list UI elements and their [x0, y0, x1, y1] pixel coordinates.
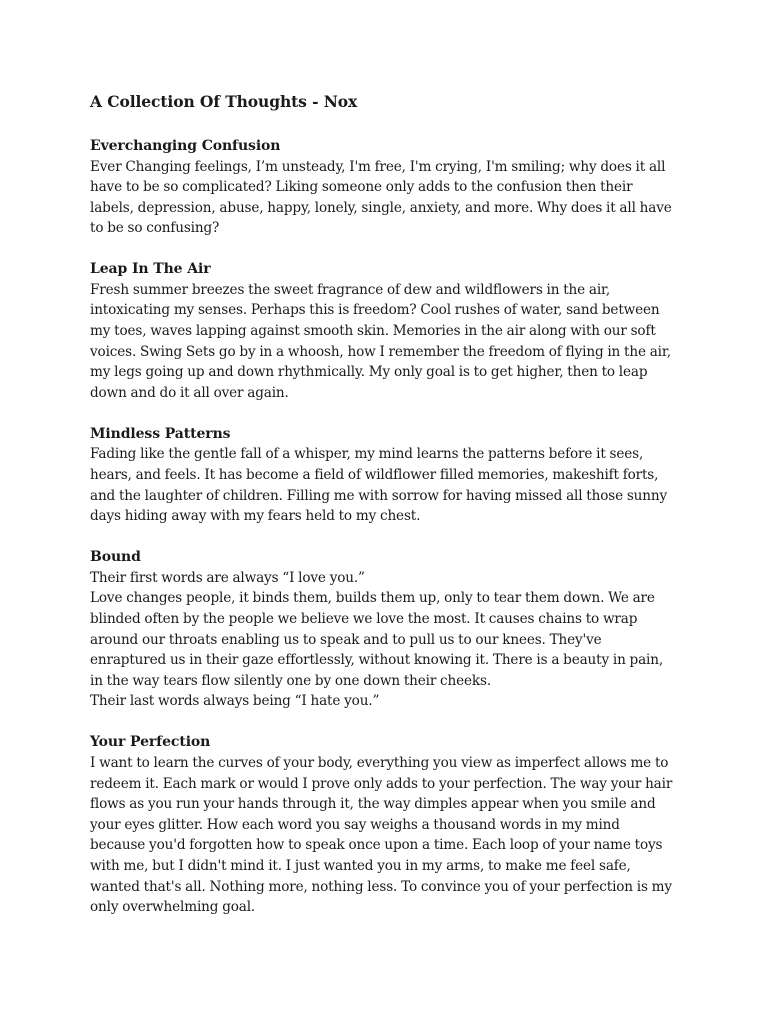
section-body	[90, 568, 678, 712]
section-bound	[90, 547, 678, 712]
section-body	[90, 280, 678, 404]
document-page	[90, 90, 678, 938]
section-heading: Everchanging Confusion	[90, 138, 281, 154]
section-leap-in-the-air	[90, 259, 678, 403]
paragraph: Love changes people, it binds them, builds them up, only to tear them down. We are blinded often by the people we believe we love the most. It causes chains to wrap around our throats enabling us to speak and to pull us to our knees. They've enraptured us in their gaze effortlessly, without knowing it. There is a beauty in pain, in the way tears flow silently one by one down their cheeks.	[90, 590, 664, 689]
section-body	[90, 753, 678, 918]
section-heading: Your Perfection	[90, 734, 211, 751]
section-everchanging-confusion	[90, 136, 678, 239]
document-title: A Collection Of Thoughts - Nox	[90, 92, 358, 111]
section-your-perfection	[90, 732, 678, 917]
paragraph: Their last words always being “I hate you.”	[90, 693, 380, 710]
paragraph: Fading like the gentle fall of a whisper, my mind learns the patterns before it sees, hears, and feels. It has become a field of wildflower filled memories, makeshift forts, and the laughter of children. Filling me with sorrow for having missed all those sunny days hiding away with my fears held to my chest.	[90, 446, 668, 525]
section-heading: Mindless Patterns	[90, 425, 231, 442]
paragraph: Ever Changing feelings, I’m unsteady, I'm free, I'm crying, I'm smiling; why does it all have to be so complicated? Liking someone only adds to the confusion then their labels, depression, abuse, happy, lonely, single, anxiety, and more. Why does it all have to be so confusing?	[90, 158, 672, 237]
paragraph: I want to learn the curves of your body, everything you view as imperfect allows me to redeem it. Each mark or would I prove only adds to your perfection. The way your hair flows as you run your hands through it, the way dimples appear when you smile and your eyes glitter. How each word you say weighs a thousand words in my mind because you'd forgotten how to speak once upon a time. Each loop of your name toys with me, but I didn't mind it. I just wanted you in my arms, to make me feel safe, wanted that's all. Nothing more, nothing less. To convince you of your perfection is my only overwhelming goal.	[90, 754, 673, 916]
section-body	[90, 157, 678, 239]
section-body	[90, 444, 678, 526]
section-heading: Bound	[90, 549, 141, 566]
paragraph: Fresh summer breezes the sweet fragrance of dew and wildflowers in the air, intoxicating my senses. Perhaps this is freedom? Cool rushes of water, sand between my toes, waves lapping against smooth skin. Memories in the air along with our soft voices. Swing Sets go by in a whoosh, how I remember the freedom of flying in the air, my legs going up and down rhythmically. My only goal is to get higher, then to leap down and do it all over again.	[90, 281, 671, 401]
section-mindless-patterns	[90, 424, 678, 527]
paragraph: Their first words are always “I love you.”	[90, 569, 365, 586]
section-heading: Leap In The Air	[90, 261, 211, 278]
